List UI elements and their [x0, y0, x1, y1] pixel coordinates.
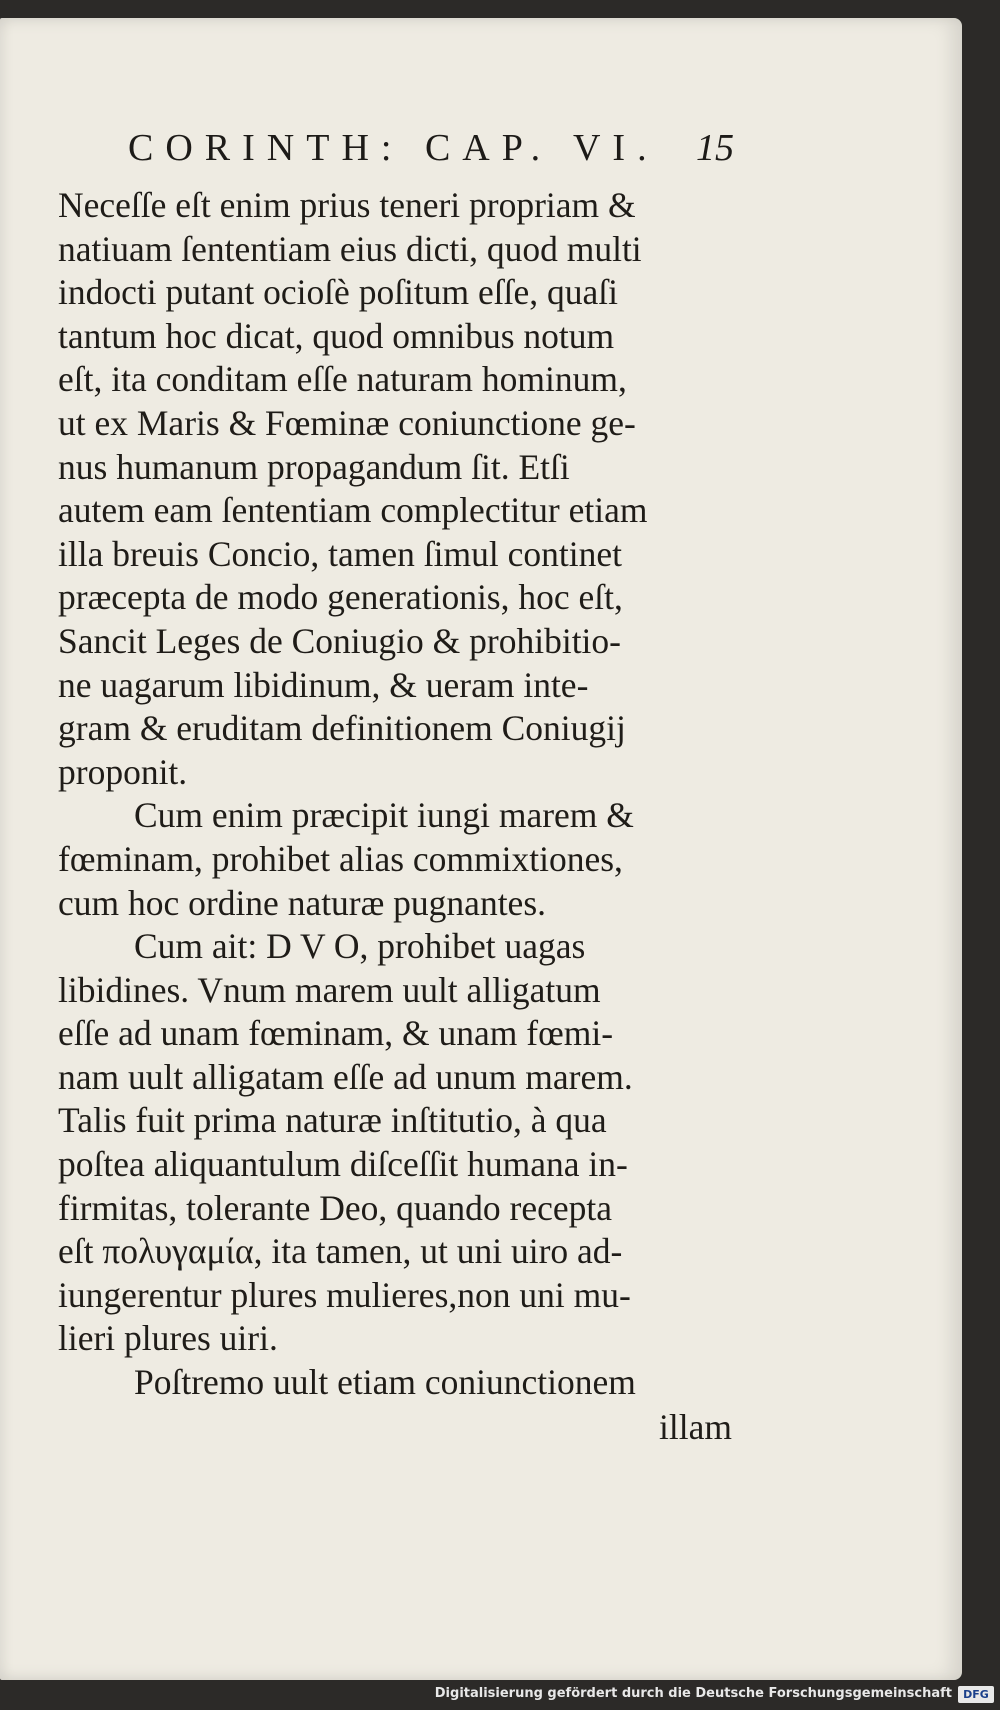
text-line: Sancit Leges de Coniugio & prohibitio- [58, 620, 621, 661]
body-text [58, 184, 738, 1449]
text-line: fœminam, prohibet alias commixtiones, [58, 838, 623, 879]
text-line: proponit. [58, 751, 188, 792]
text-line: indocti putant ocioſè poſitum eſſe, quaſi [58, 272, 618, 313]
text-line: Talis fuit prima naturæ inſtitutio, à qua [58, 1100, 607, 1141]
catchword: illam [659, 1406, 732, 1447]
text-line: nam uult alligatam eſſe ad unum marem. [58, 1056, 633, 1097]
text-line: natiuam ſententiam eius dicti, quod multi [58, 228, 642, 269]
text-line: illa breuis Concio, tamen ſimul continet [58, 533, 622, 574]
text-line: lieri plures uiri. [58, 1318, 278, 1359]
text-line: Neceſſe eſt enim prius teneri propriam & [58, 185, 636, 225]
text-line: Cum enim præcipit iungi marem & [134, 795, 634, 836]
text-line: nus humanum propagandum ſit. Etſi [58, 446, 570, 487]
text-line: gram & eruditam definitionem Coniugij [58, 708, 626, 749]
page-header [128, 118, 734, 178]
dfg-logo [958, 1686, 994, 1703]
text-line: cum hoc ordine naturæ pugnantes. [58, 882, 547, 923]
text-line: eſſe ad unam fœminam, & unam fœmi- [58, 1013, 614, 1054]
text-line: poſtea aliquantulum diſceſſit humana in- [58, 1144, 628, 1185]
text-line: firmitas, tolerante Deo, quando recepta [58, 1187, 612, 1228]
text-line: ut ex Maris & Fœminæ coniunctione ge- [58, 402, 636, 443]
text-line: autem eam ſententiam complectitur etiam [58, 490, 648, 531]
text-line: Cum ait: D V O, prohibet uagas [134, 926, 586, 967]
text-line: iungerentur plures mulieres,non uni mu- [58, 1274, 631, 1315]
text-line: præcepta de modo generationis, hoc eſt, [58, 577, 623, 618]
book-page [0, 18, 962, 1680]
page-number: 15 [696, 127, 734, 169]
text-line: eſt, ita conditam eſſe naturam hominum, [58, 359, 627, 400]
text-line: libidines. Vnum marem uult alligatum [58, 969, 601, 1010]
dfg-logo-text: DFG [963, 1688, 989, 1701]
text-line: eſt πολυγαμία, ita tamen, ut uni uiro ad- [58, 1231, 623, 1272]
text-line: tantum hoc dicat, quod omnibus notum [58, 315, 615, 356]
running-title: CORINTH: CAP. VI. [128, 127, 659, 169]
digitization-footer [0, 1680, 1000, 1710]
text-line: Poſtremo uult etiam coniunctionem [134, 1362, 636, 1403]
funding-credit: Digitalisierung gefördert durch die Deutsche Forschungsgemeinschaft [434, 1686, 952, 1701]
text-line: ne uagarum libidinum, & ueram inte- [58, 664, 589, 705]
